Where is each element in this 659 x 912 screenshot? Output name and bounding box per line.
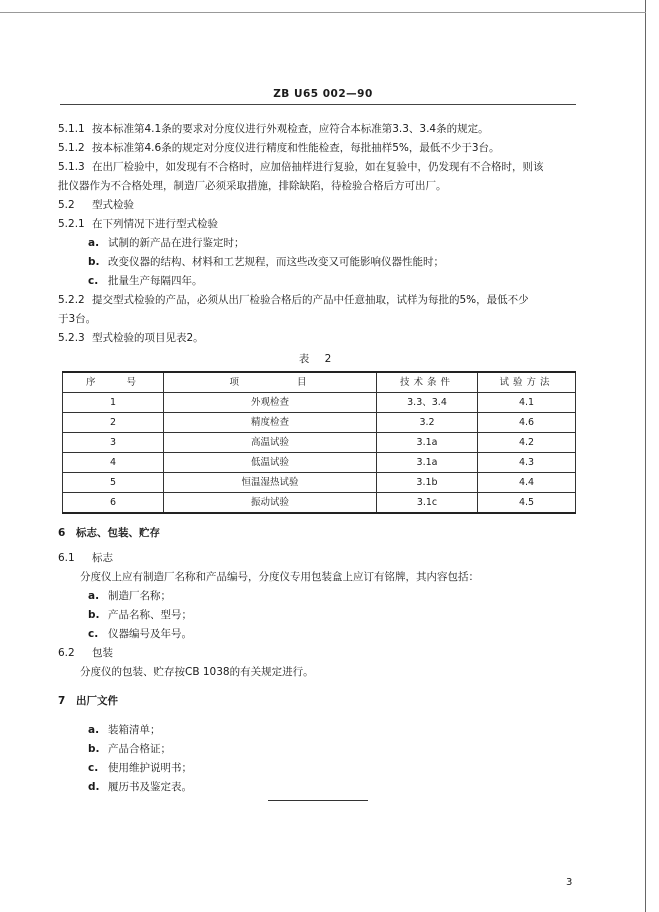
section-6-heading: 6 标志、包装、贮存 — [58, 527, 160, 539]
table-cell: 4.5 — [478, 493, 576, 514]
table-cell: 恒温湿热试验 — [164, 473, 377, 493]
list-item: a. 装箱清单； — [88, 724, 161, 736]
document-body — [58, 120, 578, 797]
table-row — [63, 493, 576, 514]
table-cell: 6 — [63, 493, 164, 514]
clause-5-2-1: 5.2.1 在下列情况下进行型式检验 — [58, 218, 218, 230]
list-item: a. 制造厂名称； — [88, 590, 171, 602]
clause-5-2-2-cont: 于3台。 — [58, 313, 97, 325]
table-cell: 4.4 — [478, 473, 576, 493]
col-header-method: 试验方法 — [478, 372, 576, 393]
table-row — [63, 413, 576, 433]
table-cell: 外观检查 — [164, 393, 377, 413]
scan-top-line — [0, 12, 646, 13]
list-item: c. 仪器编号及年号。 — [88, 628, 192, 640]
section-7-heading: 7 出厂文件 — [58, 695, 118, 707]
table-cell: 4.6 — [478, 413, 576, 433]
table-cell: 4 — [63, 453, 164, 473]
table-cell: 3.1a — [377, 433, 478, 453]
header-rule — [60, 104, 576, 105]
table-cell: 3.1c — [377, 493, 478, 514]
col-header-item: 项 目 — [164, 372, 377, 393]
table-cell: 2 — [63, 413, 164, 433]
list-item: b. 改变仪器的结构、材料和工艺规程，而这些改变又可能影响仪器性能时； — [88, 256, 444, 268]
table-cell: 3 — [63, 433, 164, 453]
table-row — [63, 473, 576, 493]
list-item: c. 批量生产每隔四年。 — [88, 275, 203, 287]
list-item: b. 产品合格证； — [88, 743, 171, 755]
table-header-row — [63, 372, 576, 393]
table-cell: 3.3、3.4 — [377, 393, 478, 413]
table-cell: 高温试验 — [164, 433, 377, 453]
col-header-condition: 技术条件 — [377, 372, 478, 393]
list-item: d. 履历书及鉴定表。 — [88, 781, 192, 793]
clause-5-2: 5.2 型式检验 — [58, 199, 134, 211]
end-rule — [268, 800, 368, 801]
col-header-no: 序 号 — [63, 372, 164, 393]
list-item: b. 产品名称、型号； — [88, 609, 192, 621]
clause-6-2-body: 分度仪的包装、贮存按CB 1038的有关规定进行。 — [80, 666, 314, 678]
table-cell: 1 — [63, 393, 164, 413]
table-cell: 振动试验 — [164, 493, 377, 514]
list-item: a. 试制的新产品在进行鉴定时； — [88, 237, 245, 249]
table-row — [63, 453, 576, 473]
clause-5-1-2: 5.1.2 按本标准第4.6条的规定对分度仪进行精度和性能检查，每批抽样5%，最低不少于3台。 — [58, 142, 500, 154]
table-cell: 4.2 — [478, 433, 576, 453]
table-cell: 4.3 — [478, 453, 576, 473]
standard-code-header: ZB U65 002—90 — [273, 88, 373, 100]
clause-5-1-1: 5.1.1 按本标准第4.1条的要求对分度仪进行外观检查，应符合本标准第3.3、3.4条的规定。 — [58, 123, 489, 135]
table-cell: 3.1b — [377, 473, 478, 493]
table-row — [63, 393, 576, 413]
table-cell: 3.2 — [377, 413, 478, 433]
clause-6-2: 6.2 包装 — [58, 647, 113, 659]
clause-5-2-2: 5.2.2 提交型式检验的产品，必须从出厂检验合格后的产品中任意抽取，试样为每批的5%，最低不少 — [58, 294, 529, 306]
table-cell: 低温试验 — [164, 453, 377, 473]
table-caption: 表 2 — [298, 353, 338, 365]
clause-5-1-3: 5.1.3 在出厂检验中，如发现有不合格时，应加倍抽样进行复验，如在复验中，仍发现有不合格时，则该 — [58, 161, 544, 173]
page-number: 3 — [566, 877, 573, 888]
table-cell: 3.1a — [377, 453, 478, 473]
table-cell: 精度检查 — [164, 413, 377, 433]
type-test-table — [62, 371, 576, 514]
table-cell: 4.1 — [478, 393, 576, 413]
table-cell: 5 — [63, 473, 164, 493]
list-item: c. 使用维护说明书； — [88, 762, 192, 774]
clause-6-1: 6.1 标志 — [58, 552, 113, 564]
table-row — [63, 433, 576, 453]
clause-5-2-3: 5.2.3 型式检验的项目见表2。 — [58, 332, 204, 344]
clause-6-1-body: 分度仪上应有制造厂名称和产品编号，分度仪专用包装盒上应订有铭牌，其内容包括： — [80, 571, 479, 583]
clause-5-1-3-cont: 批仪器作为不合格处理，制造厂必须采取措施，排除缺陷，待检验合格后方可出厂。 — [58, 180, 447, 192]
